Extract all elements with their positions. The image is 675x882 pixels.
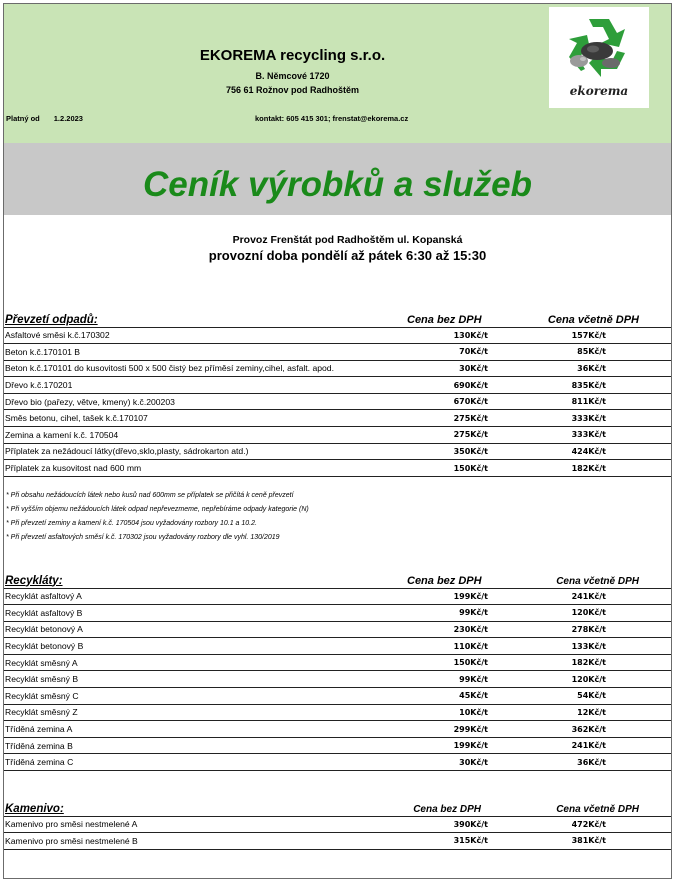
table-row: Recyklát směsný Z 10Kč/t 12Kč/t (4, 704, 672, 721)
table-row: Příplatek za nežádoucí látky(dřevo,sklo,plasty, sádrokarton atd.) 350Kč/t 424Kč/t (4, 443, 672, 460)
location-subtitle: Provoz Frenštát pod Radhoštěm ul. Kopanská (232, 234, 463, 246)
section-title: Převzetí odpadů: (4, 310, 414, 327)
table-row: Tříděná zemina B 199Kč/t 241Kč/t (4, 737, 672, 754)
col-net-header: Cena bez DPH (414, 799, 489, 816)
col-gross-header: Cena včetně DPH (489, 799, 629, 816)
table-header-row (4, 310, 672, 327)
price-list-page (3, 3, 672, 879)
waste-intake-table (4, 310, 672, 477)
table-row: Recyklát asfaltový B 99Kč/t 120Kč/t (4, 605, 672, 622)
table-row: Recyklát betonový B 110Kč/t 133Kč/t (4, 638, 672, 655)
section-title: Recykláty: (4, 571, 414, 588)
footnote: * Při převzetí zeminy a kamení k.č. 170504 jsou vyžadovány rozbory 10.1 a 10.2. (6, 520, 257, 527)
valid-from-date: 1.2.2023 (53, 114, 83, 123)
company-name: EKOREMA recycling s.r.o. (199, 47, 386, 64)
title-band (4, 143, 671, 215)
table-row: Dřevo k.č.170201 690Kč/t 835Kč/t (4, 377, 672, 394)
table-header-row (4, 799, 672, 816)
col-gross-header: Cena včetně DPH (489, 310, 629, 327)
company-city: 756 61 Rožnov pod Radhoštěm (225, 85, 360, 95)
recyclates-table (4, 571, 672, 771)
page-title: Ceník výrobků a služeb (142, 165, 533, 204)
aggregates-table (4, 799, 672, 850)
table-row: Směs betonu, cihel, tašek k.č.170107 275Kč/t 333Kč/t (4, 410, 672, 427)
company-street: B. Němcové 1720 (255, 71, 330, 81)
footnotes (6, 489, 309, 545)
table-row: Beton k.č.170101 do kusovitosti 500 x 500 čistý bez příměsí zeminy,cihel, asfalt. apod. 30Kč/t 36Kč/t (4, 360, 672, 377)
table-row: Recyklát směsný A 150Kč/t 182Kč/t (4, 654, 672, 671)
table-row: Zemina a kamení k.č. 170504 275Kč/t 333Kč/t (4, 427, 672, 444)
footnote: * Při obsahu nežádoucích látek nebo kusů nad 600mm se příplatek se přičítá k ceně převzetí (6, 492, 294, 499)
logo-text: ekorema (569, 84, 629, 98)
col-net-header: Cena bez DPH (414, 571, 489, 588)
footnote: * Při převzetí asfaltových směsí k.č. 170302 jsou vyžadovány rozbory dle vyhl. 130/2019 (6, 534, 280, 541)
table-header-row (4, 571, 672, 588)
valid-from (6, 114, 83, 123)
recycling-logo-icon (559, 13, 639, 83)
table-row: Kamenivo pro směsi nestmelené A 390Kč/t 472Kč/t (4, 816, 672, 833)
table-row: Recyklát směsný C 45Kč/t 54Kč/t (4, 688, 672, 705)
table-row: Recyklát betonový A 230Kč/t 278Kč/t (4, 621, 672, 638)
contact-info: kontakt: 605 415 301; frenstat@ekorema.cz (255, 114, 409, 123)
footnote: * Při vyšším objemu nežádoucích látek odpad nepřevezmeme, nepřebíráme odpady kategorie (N) (6, 506, 309, 513)
table-row: Recyklát směsný B 99Kč/t 120Kč/t (4, 671, 672, 688)
header (4, 4, 671, 143)
table-row: Recyklát asfaltový A 199Kč/t 241Kč/t (4, 588, 672, 605)
table-row: Kamenivo pro směsi nestmelené B 315Kč/t 381Kč/t (4, 833, 672, 850)
table-row: Příplatek za kusovitost nad 600 mm 150Kč/t 182Kč/t (4, 460, 672, 477)
hours-subtitle: provozní doba pondělí až pátek 6:30 až 15:30 (208, 248, 487, 263)
valid-from-label: Platný od (6, 114, 40, 123)
table-row: Tříděná zemina A 299Kč/t 362Kč/t (4, 721, 672, 738)
section-title: Kamenivo: (4, 799, 414, 816)
table-row: Asfaltové směsi k.č.170302 130Kč/t 157Kč/t (4, 327, 672, 344)
company-logo (549, 7, 649, 108)
table-row: Beton k.č.170101 B 70Kč/t 85Kč/t (4, 344, 672, 361)
table-row: Tříděná zemina C 30Kč/t 36Kč/t (4, 754, 672, 771)
col-net-header: Cena bez DPH (414, 310, 489, 327)
col-gross-header: Cena včetně DPH (489, 571, 629, 588)
table-row: Dřevo bio (pařezy, větve, kmeny) k.č.200203 670Kč/t 811Kč/t (4, 393, 672, 410)
